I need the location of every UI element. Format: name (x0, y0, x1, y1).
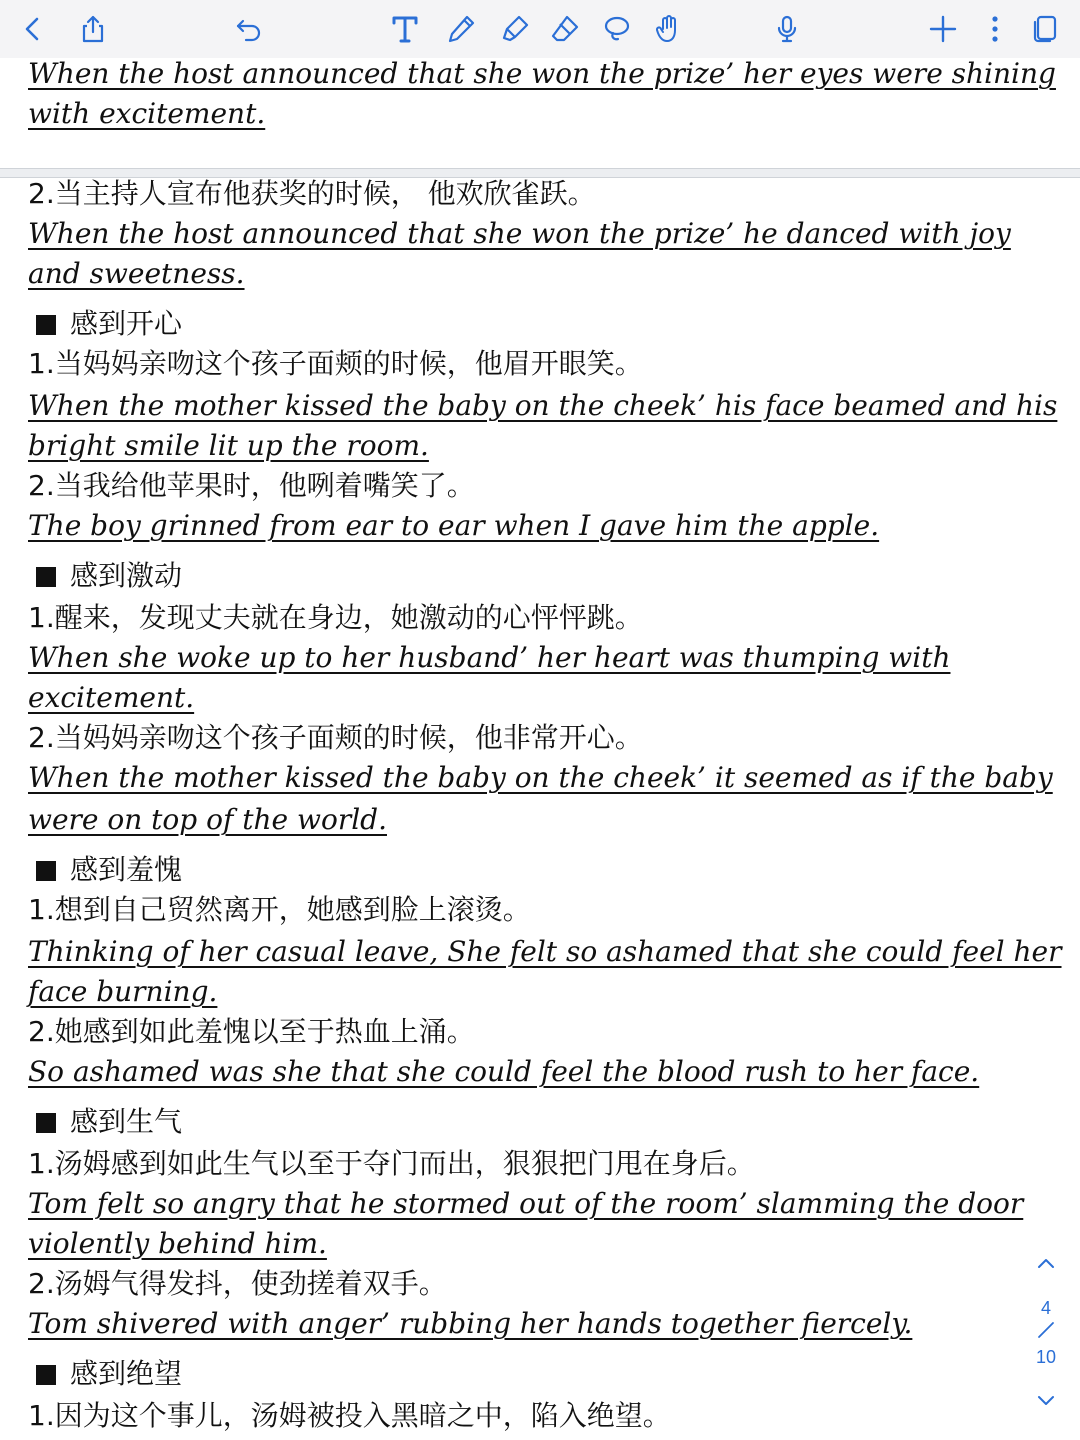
section-heading (36, 558, 182, 594)
pen-tool-button[interactable] (438, 6, 484, 52)
note-line: When she woke up to her husband’ her heart was thumping with (28, 641, 951, 674)
plus-icon (927, 13, 959, 45)
note-line: were on top of the world. (28, 803, 387, 836)
note-line: 1.当妈妈亲吻这个孩子面颊的时候，他眉开眼笑。 (28, 347, 643, 380)
note-line: When the host announced that she won the prize’ he danced with joy (28, 217, 1011, 250)
note-line: bright smile lit up the room. (28, 429, 429, 462)
hand-tool-icon (653, 13, 685, 45)
note-line: face burning. (28, 975, 218, 1008)
note-line: 2.她感到如此羞愧以至于热血上涌。 (28, 1015, 475, 1048)
eraser-tool-button[interactable] (542, 6, 588, 52)
add-button[interactable] (920, 6, 966, 52)
note-line: When the mother kissed the baby on the cheek’ his face beamed and his (28, 389, 1058, 422)
heading-text: 感到绝望 (70, 1357, 183, 1390)
note-line: and sweetness. (28, 257, 245, 290)
section-heading (36, 1104, 182, 1140)
note-line: Tom shivered with anger’ rubbing her hands together fiercely. (28, 1307, 913, 1340)
bullet-square (36, 1113, 56, 1133)
note-line: 1.想到自己贸然离开，她感到脸上滚烫。 (28, 893, 531, 926)
note-line: 1.汤姆感到如此生气以至于夺门而出，狠狠把门甩在身后。 (28, 1147, 755, 1180)
note-line: When the host announced that she won the prize’ her eyes were shining (28, 57, 1056, 90)
back-button[interactable] (10, 6, 56, 52)
note-line: 1.醒来，发现丈夫就在身边，她激动的心怦怦跳。 (28, 601, 643, 634)
heading-text: 感到生气 (70, 1105, 183, 1138)
share-icon (77, 13, 109, 45)
toolbar (0, 0, 1080, 59)
note-line: with excitement. (28, 97, 266, 130)
undo-icon (233, 13, 265, 45)
hand-tool-button[interactable] (646, 6, 692, 52)
slash-separator (1035, 1319, 1057, 1341)
note-line: 2.汤姆气得发抖，使劲搓着双手。 (28, 1267, 447, 1300)
total-pages-number: 10 (1035, 1347, 1057, 1367)
highlighter-tool-button[interactable] (492, 6, 538, 52)
note-line: 2.当我给他苹果时，他咧着嘴笑了。 (28, 469, 475, 502)
pen-tool-icon (445, 13, 477, 45)
section-heading (36, 306, 182, 342)
page-indicator (1026, 1250, 1066, 1420)
pages-icon (1029, 13, 1061, 45)
bullet-square (36, 1365, 56, 1385)
note-line: Tom felt so angry that he stormed out of the room’ slamming the door (28, 1187, 1024, 1220)
chevron-left-icon (17, 13, 49, 45)
bullet-square (36, 861, 56, 881)
note-line: The boy grinned from ear to ear when I gave him the apple. (28, 509, 880, 542)
microphone-button[interactable] (764, 6, 810, 52)
heading-text: 感到羞愧 (70, 853, 183, 886)
section-heading (36, 1356, 182, 1392)
microphone-icon (771, 13, 803, 45)
undo-button[interactable] (226, 6, 272, 52)
section-heading (36, 852, 182, 888)
current-page-number: 4 (1040, 1298, 1051, 1318)
heading-text: 感到开心 (70, 307, 183, 340)
bullet-square (36, 567, 56, 587)
text-tool-button[interactable] (382, 6, 428, 52)
note-line: So ashamed was she that she could feel the blood rush to her face. (28, 1055, 980, 1088)
note-line: Thinking of her casual leave, She felt so ashamed that she could feel her (28, 935, 1062, 968)
lasso-tool-icon (601, 13, 633, 45)
share-button[interactable] (70, 6, 116, 52)
note-line: 1.因为这个事儿，汤姆被投入黑暗之中，陷入绝望。 (28, 1399, 671, 1432)
heading-text: 感到激动 (70, 559, 183, 592)
lasso-tool-button[interactable] (594, 6, 640, 52)
highlighter-tool-icon (499, 13, 531, 45)
note-line: violently behind him. (28, 1227, 327, 1260)
chevron-up-icon[interactable] (1032, 1250, 1060, 1278)
more-vertical-icon (979, 13, 1011, 45)
more-button[interactable] (972, 6, 1018, 52)
eraser-tool-icon (549, 13, 581, 45)
note-line: 2.当主持人宣布他获奖的时候， 他欢欣雀跃。 (28, 177, 596, 210)
note-line: When the mother kissed the baby on the cheek’ it seemed as if the baby (28, 761, 1053, 794)
note-line: 2.当妈妈亲吻这个孩子面颊的时候，他非常开心。 (28, 721, 643, 754)
pages-button[interactable] (1022, 6, 1068, 52)
bullet-square (36, 315, 56, 335)
text-tool-icon (389, 13, 421, 45)
chevron-down-icon[interactable] (1032, 1386, 1060, 1414)
note-line: excitement. (28, 681, 195, 714)
